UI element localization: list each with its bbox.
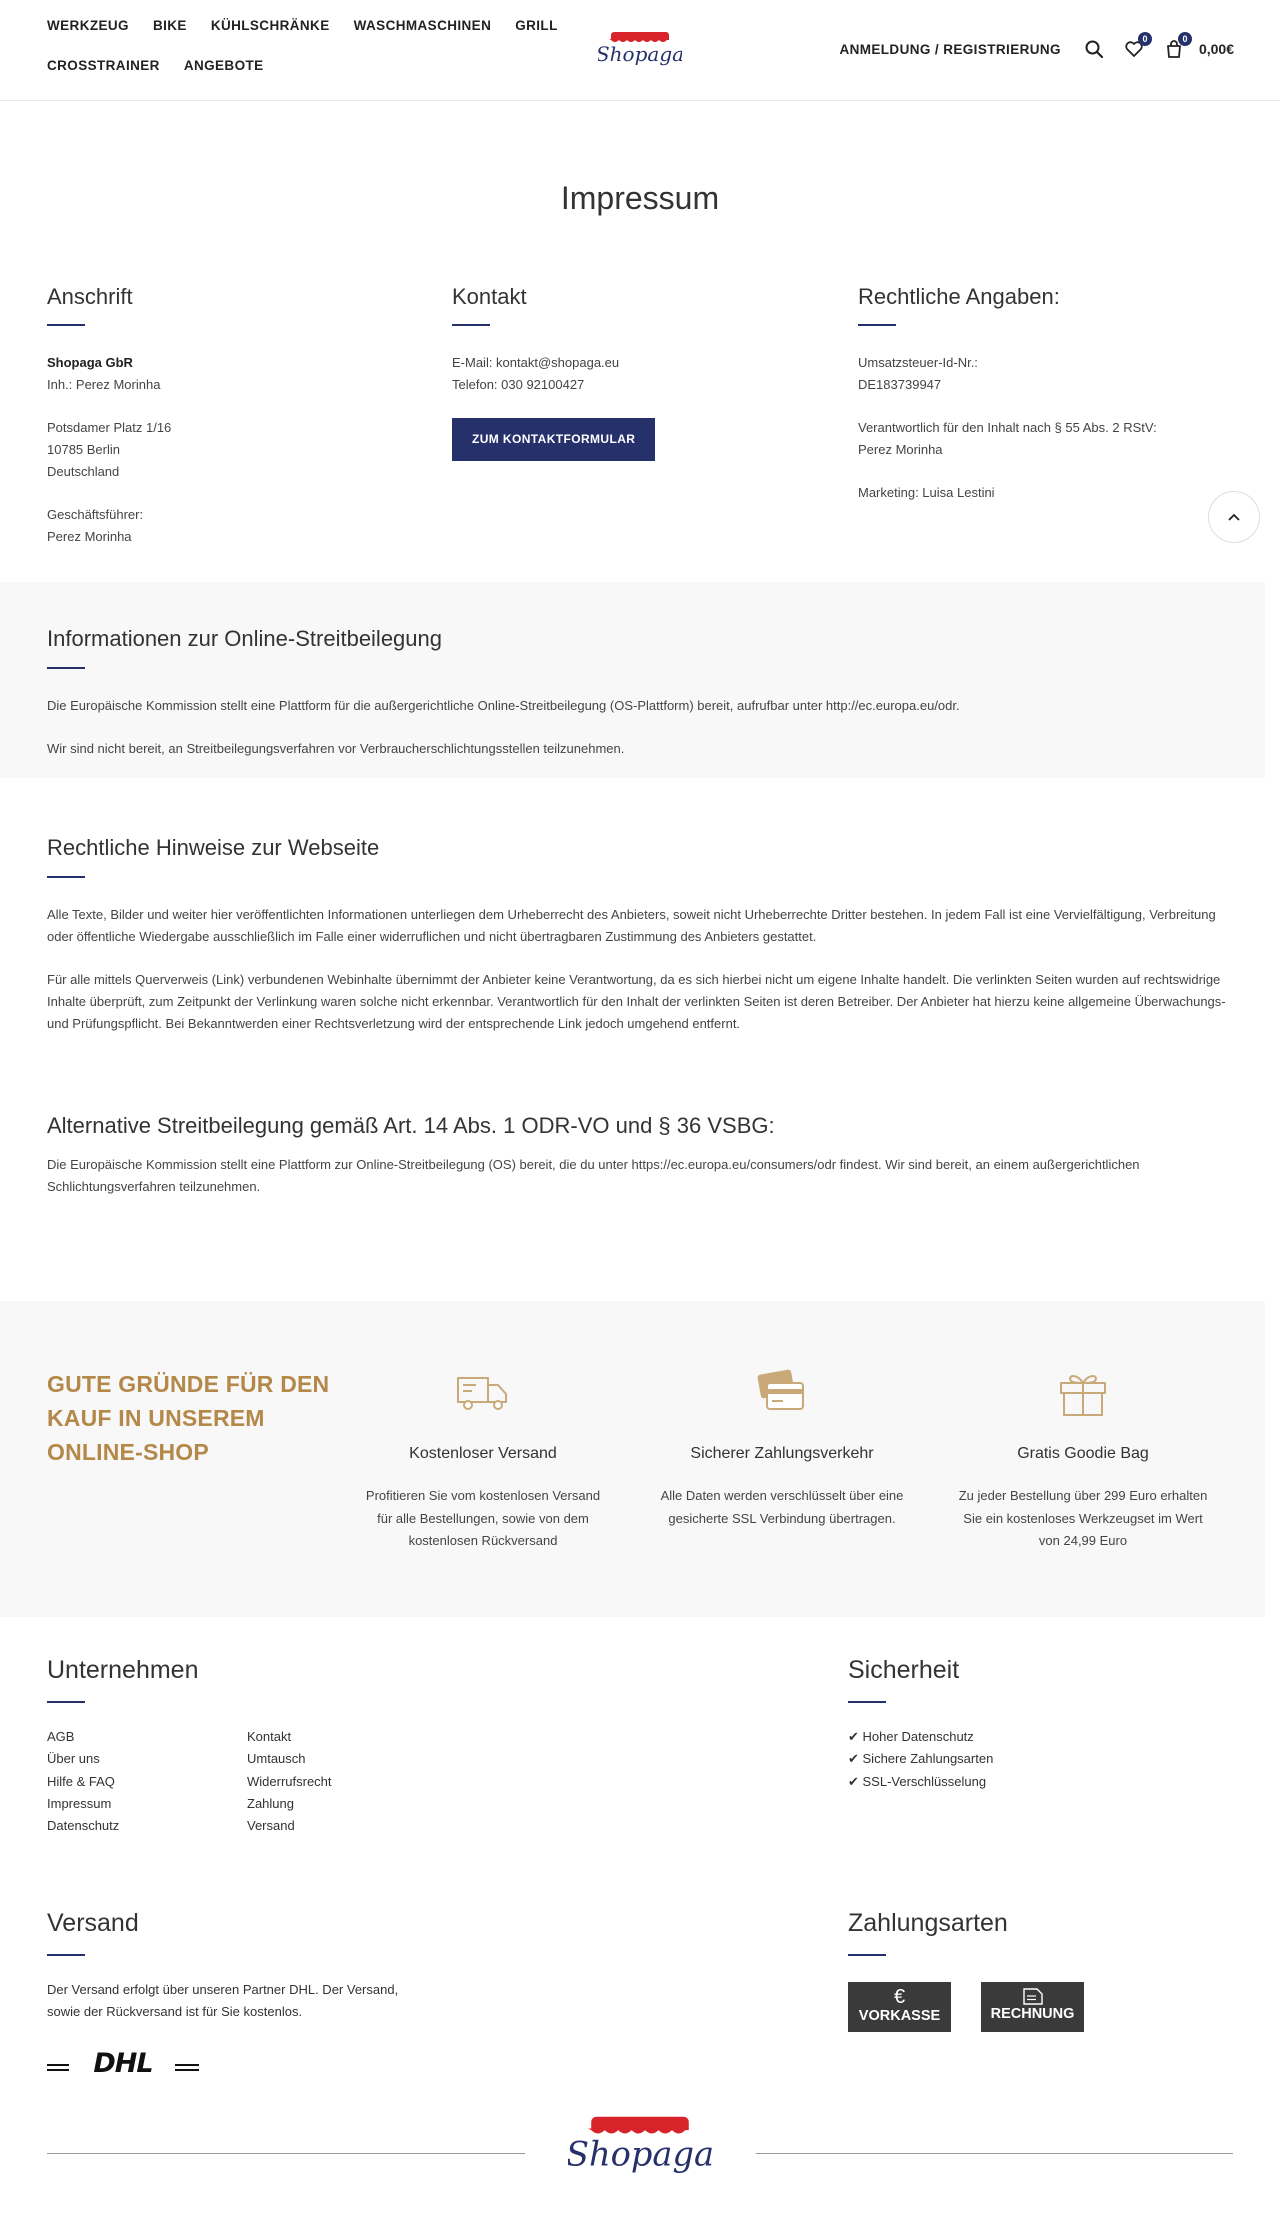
legal-notes-text-2: Für alle mittels Querverweis (Link) verbundenen Webinhalte übernimmt der Anbieter keine Verantwortung, da es sich hierbei nicht um eigene Inhalte handelt. Die verlinkten Seiten wurden auf rechtswidrige Inhalte überprüft, zum Zeitpunkt der Verlinkung waren solche nicht erkennbar. Verantwortlich für den Inhalt der verlinkten Seiten ist deren Betreiber. Der Anbieter hat hierzu keine allgemeine Überwachungs- und Prüfungspflicht. Bei Bekanntwerden einer Rechtsverletzung wird der entsprechende Link jedoch umgehend entfernt.	[47, 972, 1226, 1031]
heading-underline	[848, 1954, 886, 1956]
nav-crosstrainer[interactable]: CROSSTRAINER	[47, 58, 160, 73]
invoice-icon	[1021, 1987, 1045, 2005]
dhl-logo	[47, 2050, 199, 2076]
nav-werkzeug[interactable]: WERKZEUG	[47, 18, 129, 33]
contact-email[interactable]: E-Mail: kontakt@shopaga.eu	[452, 355, 620, 370]
address-street: Potsdamer Platz 1/16	[47, 420, 172, 435]
feature-text: Alle Daten werden verschlüsselt über eine gesicherte SSL Verbindung übertragen.	[660, 1488, 904, 1526]
footer-link-about[interactable]: Über uns	[47, 1751, 100, 1767]
truck-icon	[454, 1363, 512, 1421]
alt-dispute-section	[47, 1112, 1232, 1198]
heading-underline	[47, 324, 85, 326]
shopaga-logo-graphic	[568, 2110, 712, 2184]
footer-link-privacy[interactable]: Datenschutz	[47, 1818, 120, 1834]
shopaga-logo-graphic	[598, 28, 682, 72]
payment-invoice-badge	[981, 1982, 1084, 2032]
gift-icon	[1054, 1363, 1112, 1421]
responsible-name: Perez Morinha	[858, 442, 943, 457]
svg-text:DHL: DHL	[93, 2049, 153, 2076]
payment-label: RECHNUNG	[990, 2006, 1075, 2022]
manager-label: Geschäftsführer:	[47, 507, 144, 522]
page-title: Impressum	[560, 180, 720, 216]
manager-name: Perez Morinha	[47, 529, 132, 544]
shopaga-logo[interactable]	[598, 28, 682, 72]
heading-underline	[47, 667, 85, 669]
feature-secure-payment	[657, 1363, 907, 1530]
euro-icon: €	[893, 1986, 906, 2008]
footer-link-impressum[interactable]: Impressum	[47, 1795, 112, 1811]
footer-security-list	[848, 1726, 1228, 1793]
address-country: Deutschland	[47, 464, 120, 479]
footer-link-faq[interactable]: Hilfe & FAQ	[47, 1773, 115, 1789]
nav-angebote[interactable]: ANGEBOTE	[183, 58, 264, 73]
footer-link-payment[interactable]: Zahlung	[247, 1795, 294, 1811]
logo-text: Shopaga	[598, 42, 682, 66]
legal-notes-text-1: Alle Texte, Bilder und weiter hier veröffentlichten Informationen unterliegen dem Urheberrecht des Anbieters, soweit nicht Urheberrechte Dritter bestehen. In jedem Fall ist eine Vervielfältigung, Verbreitung oder öffentliche Wiedergabe ausschließlich im Falle einer widerruflichen und nicht übertragbaren Zustimmung des Anbieters gestattet.	[47, 907, 1216, 944]
heading-underline	[47, 876, 85, 878]
security-item: ✔ Sichere Zahlungsarten	[848, 1751, 994, 1767]
marketing-contact: Marketing: Luisa Lestini	[858, 485, 995, 500]
contact-form-button[interactable]: ZUM KONTAKTFORMULAR	[452, 418, 655, 461]
legal-notes-heading: Rechtliche Hinweise zur Webseite	[47, 835, 380, 860]
legal-column	[858, 284, 1238, 525]
legal-heading: Rechtliche Angaben:	[858, 284, 1060, 309]
alt-dispute-heading: Alternative Streitbeilegung gemäß Art. 14 Abs. 1 ODR-VO und § 36 VSBG:	[47, 1113, 775, 1138]
chevron-up-icon	[1226, 509, 1242, 525]
footer-security-heading: Sicherheit	[848, 1656, 960, 1684]
feature-text: Profitieren Sie vom kostenlosen Versand für alle Bestellungen, sowie von dem kostenlosen Rückversand	[365, 1488, 601, 1548]
nav-waschmaschinen[interactable]: WASCHMASCHINEN	[353, 18, 492, 33]
vat-label: Umsatzsteuer-Id-Nr.:	[858, 355, 978, 370]
payment-label: VORKASSE	[858, 2008, 941, 2024]
heading-underline	[848, 1701, 886, 1703]
contact-column	[452, 284, 832, 461]
nav-bike[interactable]: BIKE	[152, 18, 187, 33]
security-item: ✔ Hoher Datenschutz	[848, 1729, 974, 1744]
odr-text-2: Wir sind nicht bereit, an Streitbeilegungsverfahren vor Verbraucherschlichtungsstellen teilzunehmen.	[47, 741, 625, 756]
footer-security	[848, 1655, 1228, 1793]
login-register-link[interactable]: ANMELDUNG / REGISTRIERUNG	[839, 41, 1061, 57]
feature-text: Zu jeder Bestellung über 299 Euro erhalten Sie ein kostenloses Werkzeugset im Wert von 24,99 Euro	[958, 1488, 1208, 1548]
footer-company-list-1	[47, 1726, 247, 1837]
footer-shipping-heading: Versand	[47, 1909, 139, 1937]
heading-underline	[858, 324, 896, 326]
odr-section	[0, 582, 1265, 778]
footer-company	[47, 1655, 447, 1837]
footer-company-list-2	[247, 1726, 332, 1837]
main-nav	[47, 16, 567, 75]
contact-heading: Kontakt	[452, 284, 527, 309]
contact-phone[interactable]: Telefon: 030 92100427	[452, 377, 585, 392]
company-name: Shopaga GbR	[47, 355, 133, 370]
footer-company-heading: Unternehmen	[47, 1656, 199, 1684]
cart-bag-icon[interactable]	[1163, 34, 1188, 60]
footer-link-contact[interactable]: Kontakt	[247, 1729, 292, 1744]
wishlist-count-badge: 0	[1138, 32, 1152, 46]
vat-number: DE183739947	[858, 377, 942, 392]
feature-title: Sicherer Zahlungsverkehr	[690, 1445, 874, 1462]
header-actions	[839, 34, 1234, 60]
search-icon[interactable]	[1083, 38, 1105, 60]
odr-heading: Informationen zur Online-Streitbeilegung	[47, 626, 443, 651]
credit-card-icon	[753, 1363, 811, 1421]
footer-payment-heading: Zahlungsarten	[848, 1909, 1008, 1937]
footer-payment	[848, 1908, 1228, 1956]
footer-shipping	[47, 1908, 427, 2076]
footer-divider-left	[47, 2153, 525, 2154]
cart-total[interactable]: 0,00€	[1198, 41, 1234, 57]
security-item: ✔ SSL-Verschlüsselung	[848, 1773, 987, 1789]
heading-underline	[452, 324, 490, 326]
footer-link-agb[interactable]: AGB	[47, 1729, 75, 1744]
footer-shipping-text: Der Versand erfolgt über unseren Partner DHL. Der Versand, sowie der Rückversand ist für Sie kostenlos.	[47, 1982, 399, 2020]
features-title: GUTE GRÜNDE FÜR DEN KAUF IN UNSEREM ONLINE-SHOP	[47, 1371, 330, 1465]
company-owner: Inh.: Perez Morinha	[47, 377, 161, 392]
footer-shopaga-logo[interactable]	[568, 2110, 712, 2184]
heading-underline	[47, 1954, 85, 1956]
logo-text: Shopaga	[568, 2134, 712, 2174]
responsible-label: Verantwortlich für den Inhalt nach § 55 Abs. 2 RStV:	[858, 420, 1157, 435]
footer-link-withdrawal[interactable]: Widerrufsrecht	[247, 1773, 332, 1789]
address-column	[47, 284, 427, 569]
alt-dispute-text: Die Europäische Kommission stellt eine Plattform zur Online-Streitbeilegung (OS) bereit, die du unter https://ec.europa.eu/consumers/odr findest. Wir sind bereit, an einem außergerichtlichen Schlichtungsverfahren teilzunehmen.	[47, 1157, 1140, 1194]
payment-prepayment-badge	[848, 1982, 951, 2032]
feature-goodie-bag	[958, 1363, 1208, 1553]
odr-text-1: Die Europäische Kommission stellt eine Plattform für die außergerichtliche Online-Streitbeilegung (OS-Plattform) bereit, aufrufbar unter http://ec.europa.eu/odr.	[47, 698, 960, 713]
heading-underline	[47, 1701, 85, 1703]
cart-count-badge: 0	[1178, 32, 1192, 46]
site-header	[0, 0, 1280, 101]
feature-title: Kostenloser Versand	[409, 1445, 557, 1462]
nav-kuehlschraenke[interactable]: KÜHLSCHRÄNKE	[210, 18, 330, 33]
footer-link-exchange[interactable]: Umtausch	[247, 1751, 306, 1767]
address-city: 10785 Berlin	[47, 442, 120, 457]
footer-link-shipping[interactable]: Versand	[247, 1818, 295, 1834]
footer-divider-right	[756, 2153, 1233, 2154]
legal-notes-section	[47, 834, 1232, 1035]
address-heading: Anschrift	[47, 284, 133, 309]
feature-title: Gratis Goodie Bag	[1017, 1445, 1149, 1462]
feature-free-shipping	[358, 1363, 608, 1553]
wishlist-heart-icon[interactable]	[1123, 34, 1148, 60]
nav-grill[interactable]: GRILL	[515, 18, 558, 33]
scroll-to-top-button[interactable]	[1208, 491, 1260, 543]
